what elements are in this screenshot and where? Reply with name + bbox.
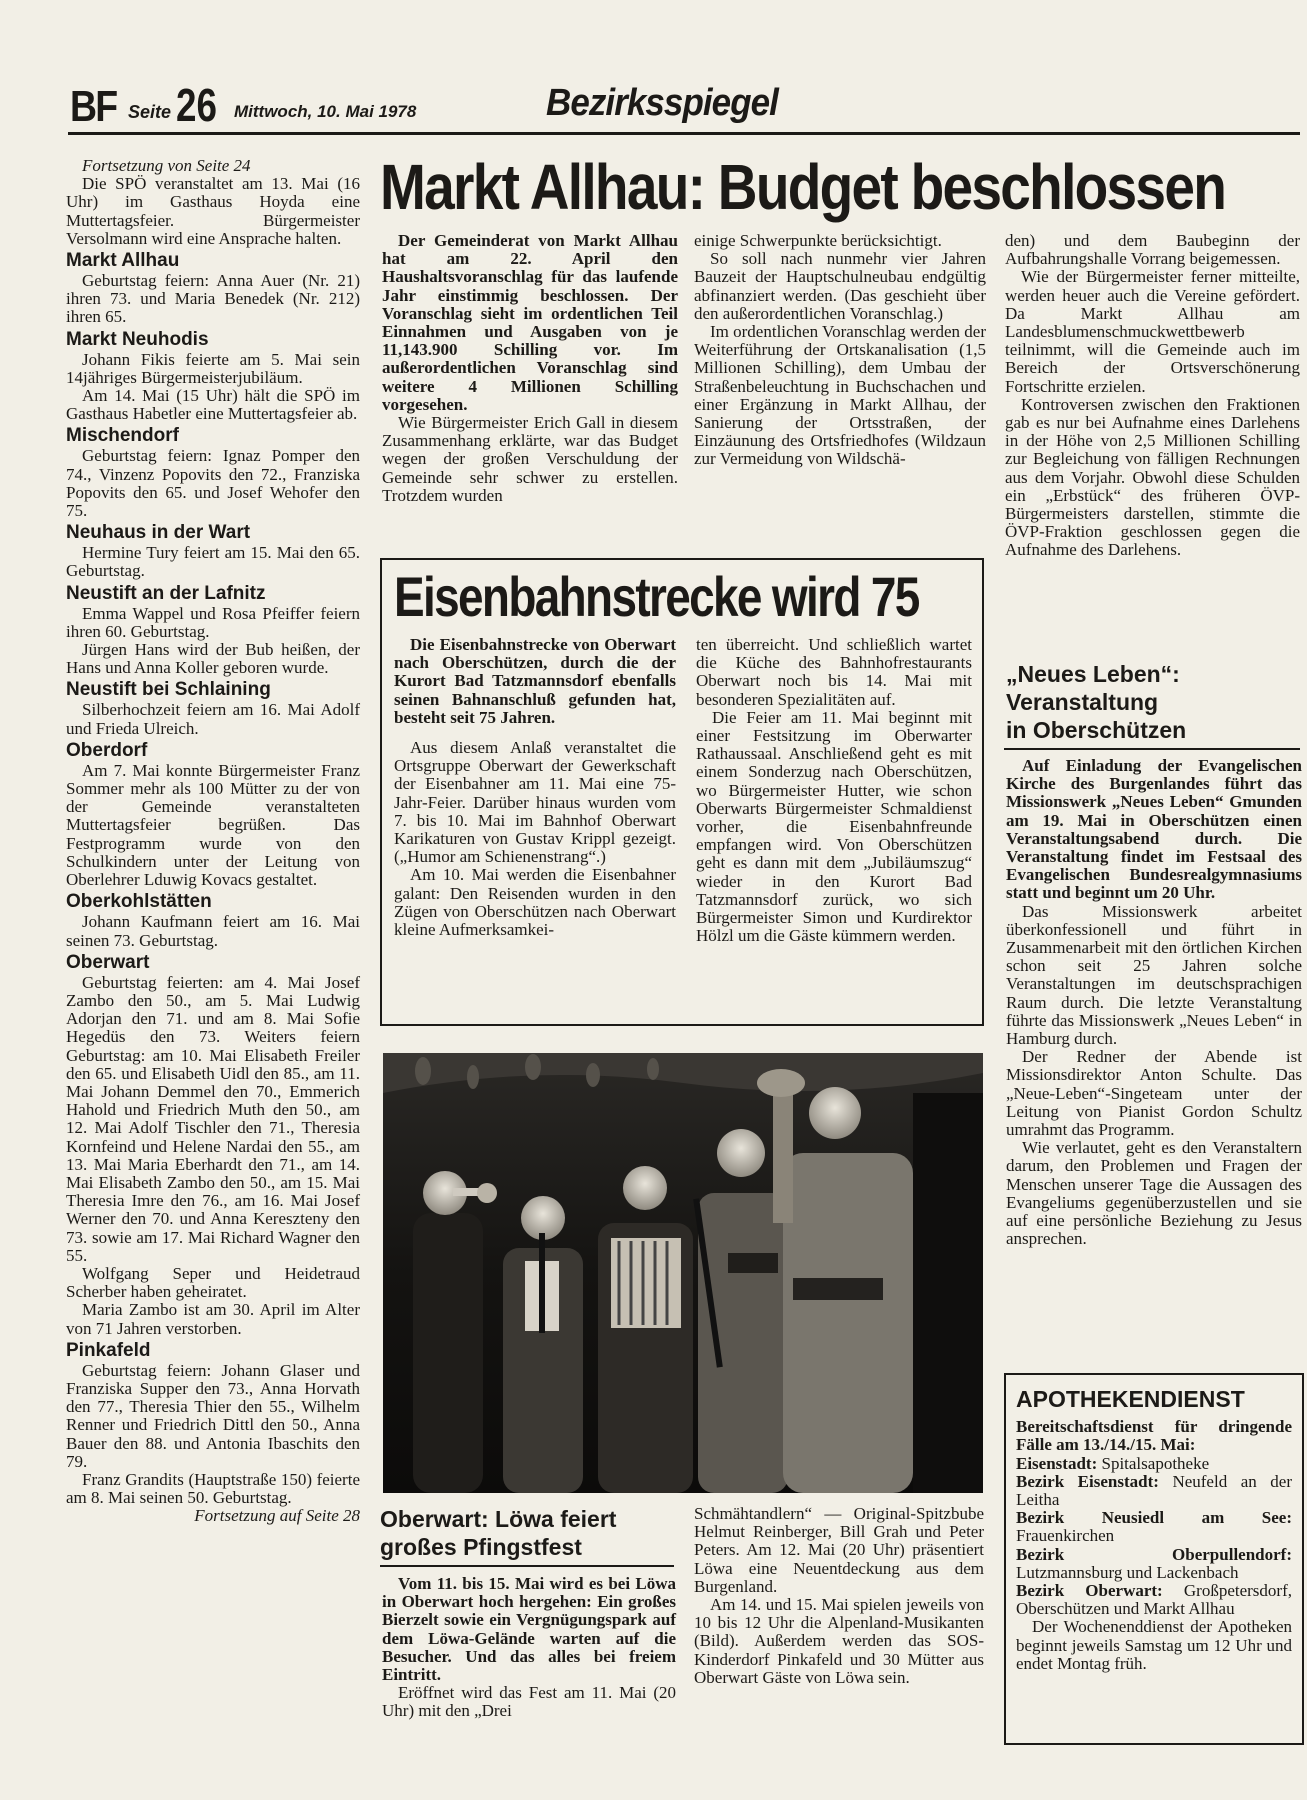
loewa-col-2 bbox=[694, 1505, 984, 1687]
section-heading: Neustift an der Lafnitz bbox=[66, 582, 266, 604]
article-headline: großes Pfingstfest bbox=[380, 1534, 582, 1560]
article-paragraph: Am 10. Mai werden die Eisenbahner galant: Den Reisenden wurden in den Zügen von Oberschützen nach Oberwart kleine Aufmerksamkei- bbox=[394, 865, 676, 940]
markt-allhau-col-3 bbox=[1005, 232, 1300, 560]
loewa-col-1 bbox=[382, 1575, 676, 1721]
article-lead: Vom 11. bis 15. Mai wird es bei Löwa in Oberwart hoch hergehen: Ein großes Bierzelt sowie ein Vergnügungspark auf dem Löwa-Gelände warten auf die Besucher. Und das alles bei freiem Eintritt. bbox=[382, 1574, 676, 1685]
section-heading: Neustift bei Schlaining bbox=[66, 679, 271, 701]
pharmacy-name: Großpetersdorf, Oberschützen und Markt Allhau bbox=[1016, 1581, 1292, 1619]
continued-from: Fortsetzung von Seite 24 bbox=[82, 156, 251, 175]
apothekendienst-title: APOTHEKENDIENST bbox=[1016, 1386, 1245, 1412]
section-title: Bezirksspiegel bbox=[546, 82, 778, 124]
article-paragraph: einige Schwerpunkte berücksichtigt. bbox=[694, 231, 942, 250]
article-headline: in Oberschützen bbox=[1006, 717, 1187, 743]
article-paragraph: Der Redner der Abende ist Missionsdirektor Anton Schulte. Das „Neue-Leben“-Singeteam unter der Leitung von Pianist Gordon Schultz umrahmt das Programm. bbox=[1006, 1047, 1302, 1140]
pharmacy-name: Spitalsapotheke bbox=[1101, 1453, 1210, 1473]
section-heading: Oberkohlstätten bbox=[66, 891, 212, 913]
page-number: 26 bbox=[176, 79, 217, 131]
section-paragraph: Wolfgang Seper und Heidetraud Scherber haben geheiratet. bbox=[66, 1263, 360, 1302]
section-heading: Mischendorf bbox=[66, 425, 179, 447]
divider bbox=[1004, 748, 1300, 750]
section-heading: Markt Allhau bbox=[66, 250, 180, 272]
section-paragraph: Emma Wappel und Rosa Pfeiffer feiern ihren 60. Geburtstag. bbox=[66, 603, 360, 641]
article-lead: Der Gemeinderat von Markt Allhau hat am 22. April den Haushaltsvoranschlag für das laufende Jahr einstimmig beschlossen. Der Voranschlag sieht im ordentlichen Teil Einnahmen und Ausgaben von je 11,143.900 Schilling vor. Im außerordentlichen Voranschlag sind weitere 4 Millionen Schilling vorgesehen. bbox=[382, 231, 678, 414]
section-paragraph: Am 14. Mai (15 Uhr) hält die SPÖ im Gasthaus Habetler eine Muttertagsfeier ab. bbox=[66, 386, 360, 424]
section-paragraph: Geburtstag feierten: am 4. Mai Josef Zambo den 50., am 5. Mai Ludwig Adorjan den 71. und am 8. Mai Sofie Hegedüs den 73. Weiters feiern Geburtstag: am 10. Mai Elisabeth Freiler den 65. und Elisabeth Uidl den 85., am 11. Mai Johann Demmel den 70., Emmerich Hahold und Friedrich Muth den 50., am 12. Mai Adolf Tischler den 71., Theresia Kornfeind und Helene Nardai den 55., am 13. Mai Maria Eberhardt den 71., am 14. Mai Elisabeth Zambo den 50., am 15. Mai Theresia Imre den 76., am 16. Mai Josef Werner den 70. und Anna Kereszteny den 73. sowie am 17. Mai Richard Wagner den 55. bbox=[66, 972, 360, 1265]
section-paragraph: Johann Kaufmann feiert am 16. Mai seinen 73. Geburtstag. bbox=[66, 912, 360, 950]
article-paragraph: Schmähtandlern“ — Original-Spitzbube Helmut Reinberger, Bill Grah und Peter Peters. Am 12. Mai (20 Uhr) präsentiert Löwa eine Neuentdeckung aus dem Burgenland. bbox=[694, 1504, 984, 1596]
masthead bbox=[68, 79, 1300, 134]
neues-leben-heading bbox=[1006, 660, 1302, 744]
article-paragraph: Eröffnet wird das Fest am 11. Mai (20 Uhr) mit den „Drei bbox=[382, 1683, 676, 1721]
article-lead: Auf Einladung der Evangelischen Kirche des Burgenlandes führt das Missionswerk „Neues Leben“ Gmunden am 19. Mai in Oberschützen einen Veranstaltungsabend durch. Die Veranstaltung findet im Festsaal des Evangelischen Bundesrealgymnasiums statt und beginnt um 20 Uhr. bbox=[1006, 756, 1302, 903]
section-paragraph: Jürgen Hans wird der Bub heißen, der Hans und Anna Koller geboren wurde. bbox=[66, 640, 360, 678]
section-paragraph: Hermine Tury feiert am 15. Mai den 65. Geburtstag. bbox=[66, 543, 360, 581]
masthead-rule bbox=[68, 132, 1300, 135]
article-paragraph: den) und dem Baubeginn der Aufbahrungshalle Vorrang beigemessen. bbox=[1005, 231, 1300, 269]
band-photo-image bbox=[383, 1053, 983, 1493]
apothekendienst-intro: Bereitschaftsdienst für dringende Fälle am 13./14./15. Mai: bbox=[1016, 1417, 1292, 1455]
pharmacy-entry bbox=[1016, 1473, 1292, 1509]
pharmacy-district: Bezirk Eisenstadt: bbox=[1016, 1471, 1159, 1491]
pharmacy-name: Lutzmannsburg und Lackenbach bbox=[1016, 1562, 1239, 1582]
section-heading: Oberwart bbox=[66, 951, 150, 973]
continued-on: Fortsetzung auf Seite 28 bbox=[194, 1506, 360, 1526]
article-paragraph: Im ordentlichen Voranschlag werden der Weiterführung der Ortskanalisation (1,5 Millionen Schilling), dem Umbau der Straßenbeleuchtung in Buchschachen und einer Ergänzung in Markt Allhau, der Sanierung der Ortsstraßen, der Einzäunung des Ortsfriedhofes (Wildzaun zur Vermeidung von Wildschä- bbox=[694, 322, 987, 469]
section-paragraph: Johann Fikis feierte am 5. Mai sein 14jähriges Bürgermeisterjubiläum. bbox=[66, 349, 360, 387]
pharmacy-name: Neufeld an der Leitha bbox=[1016, 1471, 1293, 1510]
weekend-service-note: Der Wochenenddienst der Apotheken beginnt jeweils Samstag um 12 Uhr und endet Montag früh. bbox=[1016, 1617, 1292, 1673]
section-heading: Markt Neuhodis bbox=[66, 328, 209, 350]
section-paragraph: Geburtstag feiern: Ignaz Pomper den 74., Vinzenz Popovits den 72., Franziska Popovits den 65. und Josef Wehofer den 75. bbox=[66, 446, 360, 521]
section-heading: Pinkafeld bbox=[66, 1339, 151, 1361]
neues-leben-body bbox=[1006, 757, 1302, 1248]
article-paragraph: Die Feier am 11. Mai beginnt mit einer Festsitzung im Oberwarter Rathaussaal. Anschließend geht es mit einem Sonderzug nach Oberschützen, wo Bürgermeister Hutter, wie schon Oberwarts Bürgermeister Schmaldienst vorher, die Eisenbahnfreunde empfangen wird. Von Oberschützen geht es dann mit dem „Jubiläumszug“ wieder in den Kurort Bad Tatzmannsdorf zurück, wo sich Bürgermeister Simon und Kurdirektor Hölzl um die Gäste kümmern werden. bbox=[696, 707, 972, 946]
section-paragraph: Franz Grandits (Hauptstraße 150) feierte am 8. Mai seinen 50. Geburtstag. bbox=[66, 1469, 360, 1508]
article-headline: „Neues Leben“: bbox=[1006, 661, 1180, 687]
article-lead: Die Eisenbahnstrecke von Oberwart nach Oberschützen, durch die der Kurort Bad Tatzmannsdorf ebenfalls seinen Bahnanschluß gefunden hat, besteht seit 75 Jahren. bbox=[394, 635, 676, 727]
headline-eisenbahn: Eisenbahnstrecke wird 75 bbox=[394, 565, 919, 628]
local-news-column bbox=[66, 157, 360, 1526]
loewa-heading bbox=[380, 1505, 680, 1561]
section-paragraph: Geburtstag feiern: Anna Auer (Nr. 21) ihren 73. und Maria Benedek (Nr. 212) ihren 65. bbox=[66, 271, 360, 327]
pharmacy-entry bbox=[1016, 1582, 1292, 1618]
markt-allhau-col-1 bbox=[382, 232, 678, 505]
pharmacy-district: Bezirk Neusiedl am See: bbox=[1016, 1508, 1292, 1528]
section-heading: Neuhaus in der Wart bbox=[66, 522, 251, 544]
article-paragraph: Wie verlautet, geht es den Veranstaltern darum, den Problemen und Fragen der Menschen unserer Tage die Aussagen des Evangeliums gegenüberzustellen und sie auf eine persönliche Beziehung zu Jesus ansprechen. bbox=[1006, 1138, 1302, 1249]
article-paragraph: Das Missionswerk arbeitet überkonfessionell und führt in Zusammenarbeit mit den örtlichen Kirchen schon seit 25 Jahren solche Veranstaltungen im deutschsprachigen Raum durch. Die letzte Veranstaltung führte das Missionswerk „Neues Leben“ in Hamburg durch. bbox=[1006, 901, 1302, 1049]
pharmacy-name: Frauenkirchen bbox=[1016, 1526, 1115, 1546]
apothekendienst-content bbox=[1016, 1386, 1293, 1673]
eisenbahn-col-1 bbox=[394, 636, 676, 939]
band-photo bbox=[383, 1053, 983, 1493]
pharmacy-district: Bezirk Oberwart: bbox=[1016, 1581, 1163, 1601]
issue-date: Mittwoch, 10. Mai 1978 bbox=[234, 102, 417, 121]
section-heading: Oberdorf bbox=[66, 739, 148, 761]
article-paragraph: Aus diesem Anlaß veranstaltet die Ortsgruppe Oberwart der Gewerkschaft der Eisenbahner am 11. Mai eine 75-Jahr-Feier. Darüber hinaus wurden vom 7. bis 10. Mai im Bahnhof Oberwart Karikaturen von Gustav Krippl gezeigt. („Humor am Schienenstrang“.) bbox=[394, 738, 676, 867]
divider bbox=[380, 1565, 674, 1567]
newspaper-logo: BF bbox=[70, 82, 117, 131]
intro-paragraph: Die SPÖ veranstaltet am 13. Mai (16 Uhr) im Gasthaus Hoyda eine Muttertagsfeier. Bürgermeister Versolmann wird eine Ansprache halten. bbox=[66, 174, 360, 248]
article-paragraph: So soll nach nunmehr vier Jahren Bauzeit der Hauptschulneubau endgültig abfinanziert werden. (Das geschieht über den außerordentlichen Voranschlag.) bbox=[694, 249, 986, 323]
page-label: Seite bbox=[128, 102, 172, 122]
pharmacy-district: Bezirk Oberpullendorf: bbox=[1016, 1544, 1292, 1564]
section-paragraph: Geburtstag feiern: Johann Glaser und Franziska Supper den 73., Anna Horvath den 77., Theresia Thier den 55., Wilhelm Renner und Friedrich Dittl den 50., Anna Bauer den 88. und Antonia Ibaschits den 79. bbox=[66, 1360, 360, 1471]
headline-markt-allhau: Markt Allhau: Budget beschlossen bbox=[380, 151, 1226, 223]
section-paragraph: Am 7. Mai konnte Bürgermeister Franz Sommer mehr als 100 Mütter zu der von der Gemeinde veranstalteten Muttertagsfeier begrüßen. Das Festprogramm wurde von den Schulkindern unter der Leitung von Oberlehrer Lduwig Kovacs gestaltet. bbox=[66, 760, 360, 890]
pharmacy-entry bbox=[1016, 1546, 1292, 1582]
article-paragraph: Kontroversen zwischen den Fraktionen gab es nur bei Aufnahme eines Darlehens in der Höhe von 2,5 Millionen Schilling zur Begleichung von fälligen Rechnungen aus dem Vorjahr. Obwohl diese Schulden ein „Erbstück“ des früheren ÖVP-Bürgermeisters darstellen, stimmte die ÖVP-Fraktion geschlossen gegen die Aufnahme des Darlehens. bbox=[1005, 394, 1300, 560]
markt-allhau-col-2 bbox=[694, 232, 986, 469]
section-paragraph: Maria Zambo ist am 30. April im Alter von 71 Jahren verstorben. bbox=[66, 1300, 360, 1338]
article-headline: Veranstaltung bbox=[1006, 689, 1159, 715]
pharmacy-district: Eisenstadt: bbox=[1016, 1453, 1098, 1473]
article-paragraph: ten überreicht. Und schließlich wartet die Küche des Bahnhofrestaurants Oberwart noch bis 14. Mai mit besonderen Spezialitäten auf. bbox=[696, 635, 972, 709]
article-paragraph: Wie der Bürgermeister ferner mitteilte, werden heuer auch die Vereine gefördert. Da Markt Allhau am Landesblumenschmuckwettbewerb teilnimmt, will die Gemeinde auch im Bereich der Ortsverschönerung Fortschritte erzielen. bbox=[1005, 267, 1300, 396]
article-paragraph: Wie Bürgermeister Erich Gall in diesem Zusammenhang erklärte, war das Budget wegen der großen Verschuldung der Gemeinde sehr schwer zu erstellen. Trotzdem wurden bbox=[382, 413, 678, 505]
section-paragraph: Silberhochzeit feiern am 16. Mai Adolf und Frieda Ulreich. bbox=[66, 700, 360, 738]
pharmacy-entry bbox=[1016, 1455, 1292, 1473]
article-paragraph: Am 14. und 15. Mai spielen jeweils von 10 bis 12 Uhr die Alpenland-Musikanten (Bild). Außerdem werden das SOS-Kinderdorf Pinkafeld und 30 Mütter aus Oberwart Gäste von Löwa sein. bbox=[694, 1595, 984, 1687]
article-headline: Oberwart: Löwa feiert bbox=[380, 1506, 617, 1532]
pharmacy-entry bbox=[1016, 1509, 1292, 1545]
eisenbahn-col-2 bbox=[696, 636, 972, 945]
